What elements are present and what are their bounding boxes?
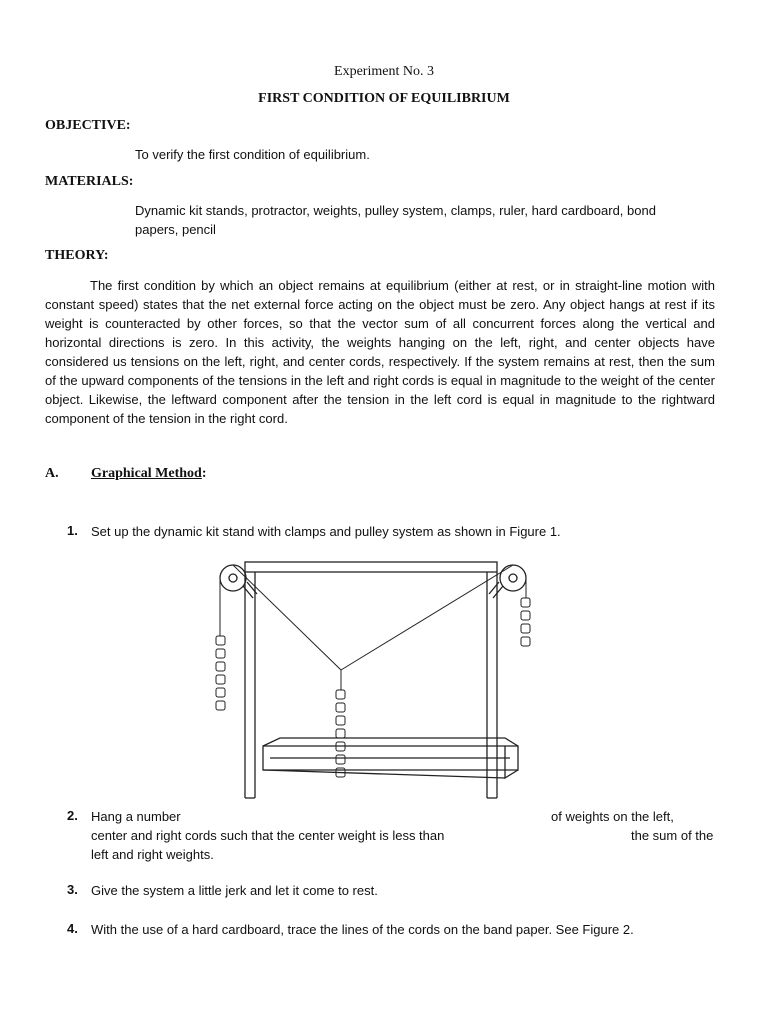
- theory-heading: THEORY:: [45, 248, 109, 263]
- materials-line-1: Dynamic kit stands, protractor, weights, pulley system, clamps, ruler, hard cardboard, bond: [135, 203, 656, 218]
- page-title: FIRST CONDITION OF EQUILIBRIUM: [258, 91, 510, 106]
- materials-text: [135, 201, 725, 239]
- step-1-text: Set up the dynamic kit stand with clamps and pulley system as shown in Figure 1.: [91, 524, 561, 539]
- theory-paragraph: The first condition by which an object remains at equilibrium (either at rest, or in straight-line motion with constant speed) states that the net external force acting on the object must be zero. Any object hangs at rest if its weight is counteracted by other forces, so that the vector sum of all concurrent forces along the vertical and horizontal directions is zero. In this activity, the weights hanging on the left, right, and center objects have considered us tensions on the left, right, and center cords, respectively. If the system remains at rest, then the sum of the upward components of the tensions in the left and right cords is equal in magnitude to the weight of the center object. Likewise, the leftward component after the tension in the left cord is equal in magnitude to the rightward component of the tension in the right cord.: [45, 278, 715, 426]
- left-weights: [216, 636, 225, 710]
- section-a-colon: :: [201, 466, 207, 481]
- section-a-title: [91, 466, 207, 482]
- step-2-number: 2.: [67, 808, 78, 823]
- step-3-number: 3.: [67, 882, 78, 897]
- step-2-text-part3: center and right cords such that the center weight is less than: [91, 828, 445, 843]
- cords: [220, 565, 526, 690]
- step-2-text-part4: the sum of the: [631, 828, 714, 843]
- section-a-title-text: Graphical Method: [91, 466, 202, 481]
- step-2-text-part1: Hang a number: [91, 809, 181, 824]
- section-a-letter: A.: [45, 466, 59, 481]
- step-4-number: 4.: [67, 921, 78, 936]
- step-4-text: With the use of a hard cardboard, trace the lines of the cords on the band paper. See Figure 2.: [91, 922, 634, 937]
- materials-heading: MATERIALS:: [45, 174, 134, 189]
- center-weights: [336, 690, 345, 777]
- step-1-number: 1.: [67, 523, 78, 538]
- step-3-text: Give the system a little jerk and let it come to rest.: [91, 883, 378, 898]
- step-2-text-part5: left and right weights.: [91, 847, 214, 862]
- experiment-number: Experiment No. 3: [334, 64, 434, 79]
- step-2-text-part2: of weights on the left,: [551, 809, 674, 824]
- right-weights: [521, 598, 530, 646]
- right-pulley: [489, 565, 526, 598]
- objective-heading: OBJECTIVE:: [45, 118, 131, 133]
- objective-text: To verify the first condition of equilibrium.: [135, 147, 370, 162]
- figure-1-apparatus: [205, 548, 543, 806]
- base-platform: [263, 738, 518, 778]
- materials-line-2: papers, pencil: [135, 222, 216, 237]
